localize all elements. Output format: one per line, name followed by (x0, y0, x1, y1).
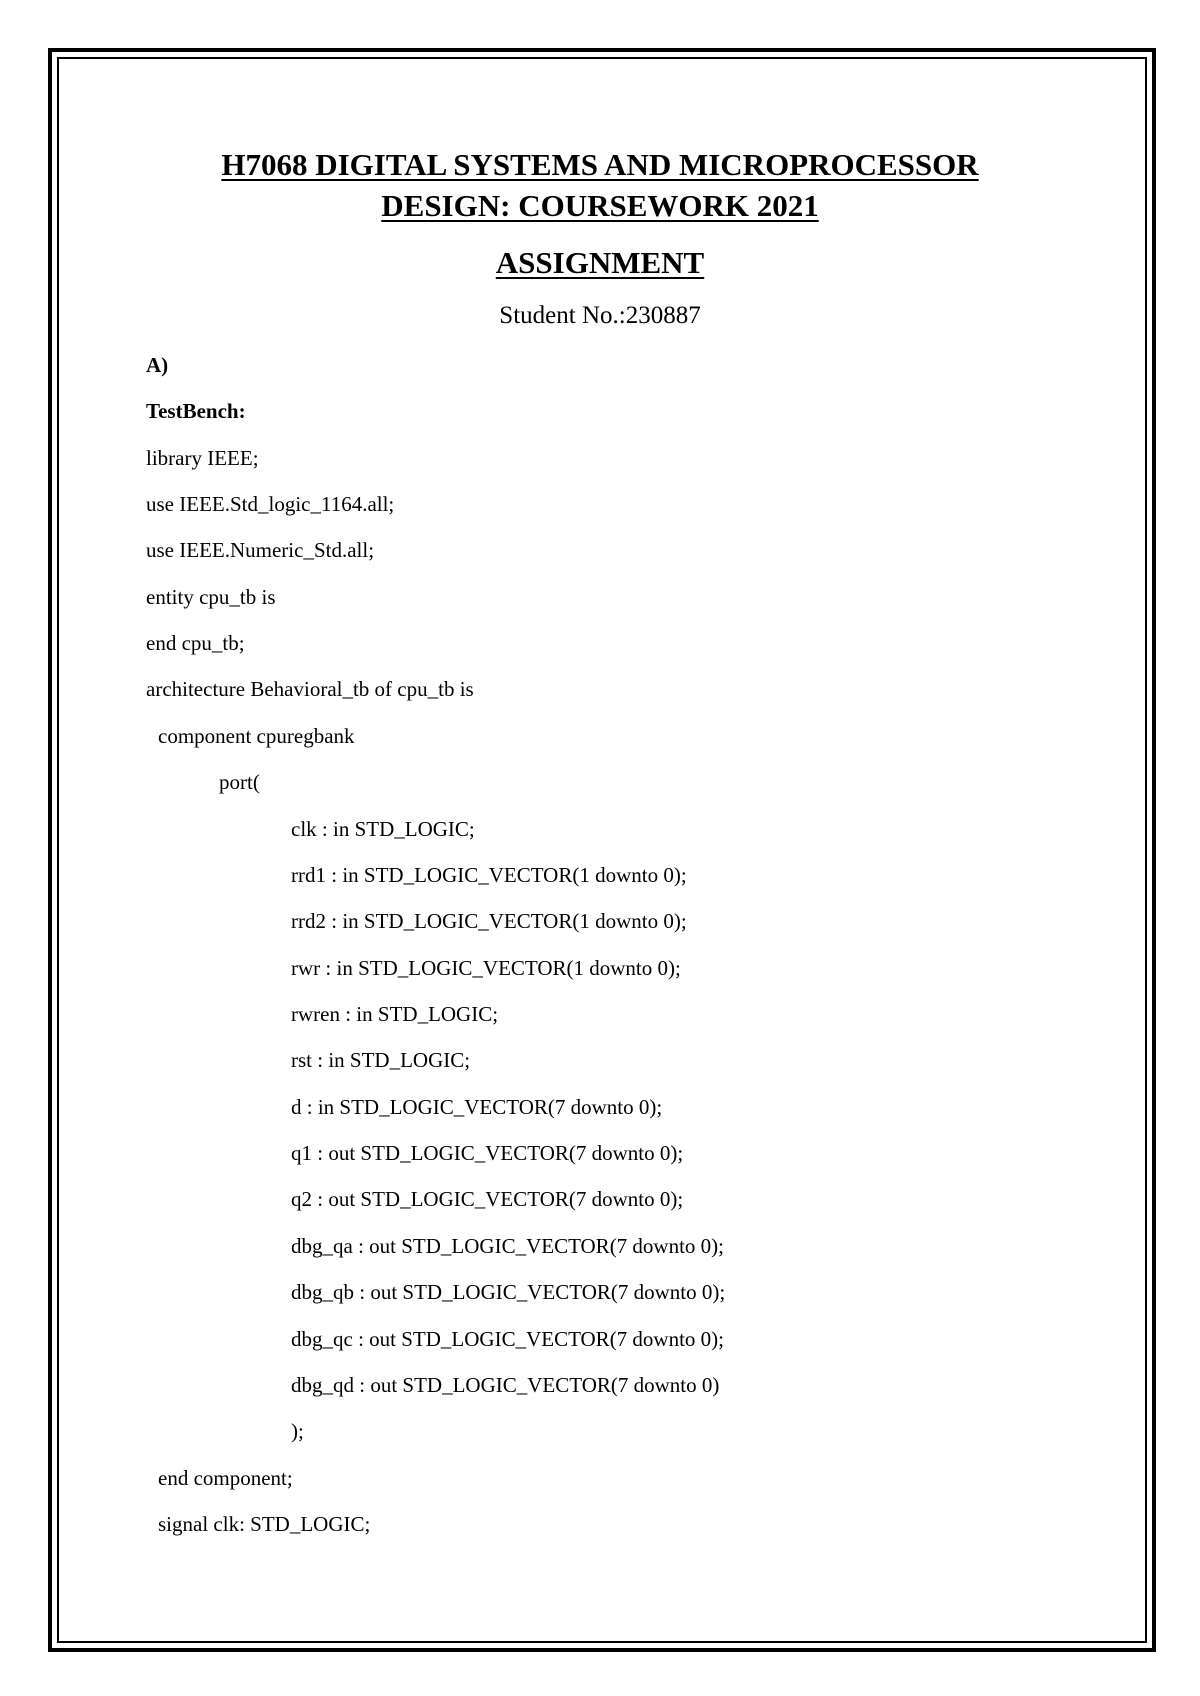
code-line: q1 : out STD_LOGIC_VECTOR(7 downto 0); (291, 1141, 684, 1165)
document-title-line-1: H7068 DIGITAL SYSTEMS AND MICROPROCESSOR (221, 147, 979, 182)
code-line: rwr : in STD_LOGIC_VECTOR(1 downto 0); (291, 956, 681, 980)
code-line: signal clk: STD_LOGIC; (158, 1512, 371, 1536)
code-line: architecture Behavioral_tb of cpu_tb is (146, 677, 474, 701)
code-line: dbg_qd : out STD_LOGIC_VECTOR(7 downto 0) (291, 1373, 720, 1397)
code-line: rrd1 : in STD_LOGIC_VECTOR(1 downto 0); (291, 863, 687, 887)
assignment-heading: ASSIGNMENT (495, 245, 705, 280)
code-line: clk : in STD_LOGIC; (291, 817, 475, 841)
document-title-line-2: DESIGN: COURSEWORK 2021 (381, 188, 819, 223)
code-line: component cpuregbank (158, 724, 355, 748)
code-line: dbg_qa : out STD_LOGIC_VECTOR(7 downto 0); (291, 1234, 725, 1258)
code-line: use IEEE.Std_logic_1164.all; (146, 492, 395, 516)
page-border-inner (57, 57, 1147, 1643)
code-line: use IEEE.Numeric_Std.all; (146, 538, 375, 562)
code-line: dbg_qc : out STD_LOGIC_VECTOR(7 downto 0); (291, 1327, 725, 1351)
subsection-label: TestBench: (146, 399, 246, 423)
code-line: rwren : in STD_LOGIC; (291, 1002, 499, 1026)
code-line: end component; (158, 1466, 293, 1490)
section-label: A) (146, 353, 169, 377)
code-line: d : in STD_LOGIC_VECTOR(7 downto 0); (291, 1095, 663, 1119)
code-line: dbg_qb : out STD_LOGIC_VECTOR(7 downto 0); (291, 1280, 726, 1304)
code-line: ); (291, 1419, 304, 1443)
code-line: entity cpu_tb is (146, 585, 276, 609)
code-line: rrd2 : in STD_LOGIC_VECTOR(1 downto 0); (291, 909, 687, 933)
code-line: q2 : out STD_LOGIC_VECTOR(7 downto 0); (291, 1187, 684, 1211)
code-line: port( (219, 770, 260, 794)
code-line: end cpu_tb; (146, 631, 245, 655)
code-line: rst : in STD_LOGIC; (291, 1048, 471, 1072)
code-line: library IEEE; (146, 446, 259, 470)
student-number: Student No.:230887 (499, 302, 701, 329)
